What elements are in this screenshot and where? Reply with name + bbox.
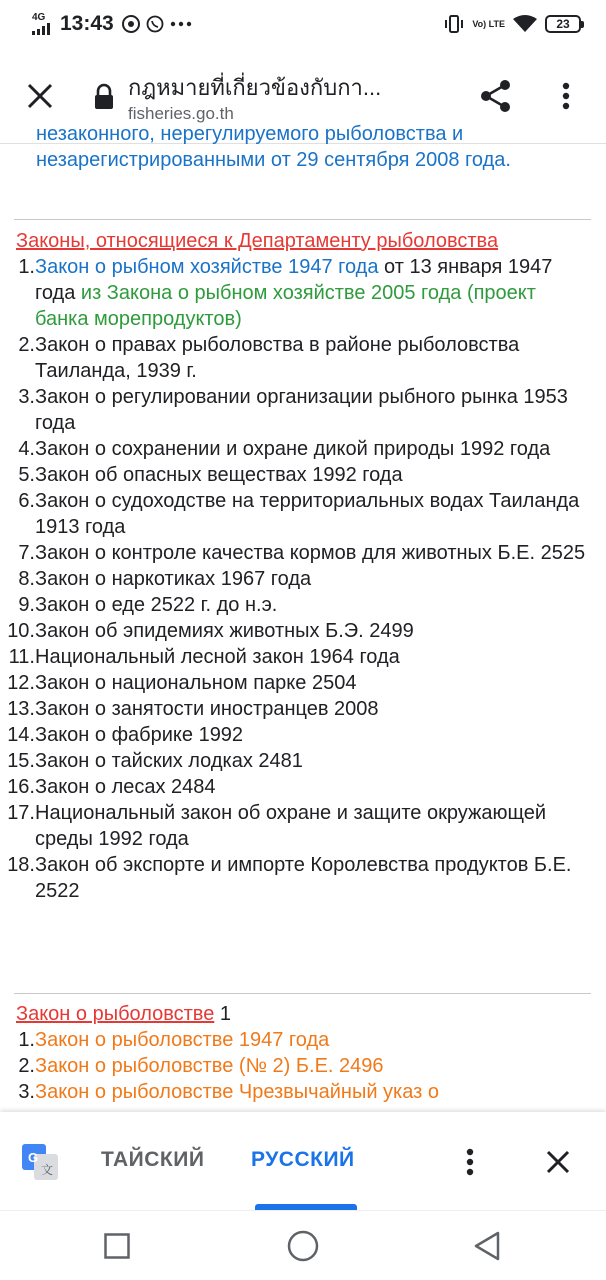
battery-level: 23 xyxy=(545,15,581,33)
list-number: 1. xyxy=(18,256,35,278)
close-icon xyxy=(546,1150,570,1174)
divider xyxy=(14,993,591,994)
list-number: 9. xyxy=(18,594,35,616)
svg-text:G: G xyxy=(28,1150,39,1165)
list-item xyxy=(0,852,600,904)
tab-source-language[interactable]: ТАЙСКИЙ xyxy=(101,1148,205,1171)
list-item xyxy=(0,722,600,748)
law-text: Национальный закон об охране и защите окружающей среды 1992 года xyxy=(35,802,547,850)
web-content[interactable] xyxy=(0,123,606,1111)
law-text: Закон о судоходстве на территориальных водах Таиланда 1913 года xyxy=(35,490,580,538)
law-text: Закон о лесах 2484 xyxy=(35,776,216,798)
list-number: 17. xyxy=(7,802,35,824)
list-number: 7. xyxy=(18,542,35,564)
law-text: Закон о национальном парке 2504 xyxy=(35,672,357,694)
list-number: 11. xyxy=(8,646,35,668)
back-button[interactable] xyxy=(470,1229,504,1263)
law-text: Закон о тайских лодках 2481 xyxy=(35,750,303,772)
list-item xyxy=(0,670,600,696)
circle-icon xyxy=(287,1230,319,1262)
close-translate-button[interactable] xyxy=(538,1142,578,1182)
list-item xyxy=(0,254,600,332)
law-text: Закон об эпидемиях животных Б.Э. 2499 xyxy=(35,620,414,642)
law-link[interactable]: Закон о рыболовстве (№ 2) Б.Е. 2496 xyxy=(35,1055,384,1077)
vibrate-icon xyxy=(444,14,464,34)
clock: 13:43 xyxy=(60,12,114,35)
list-number: 6. xyxy=(18,490,35,512)
law-text: Закон о регулировании организации рыбного рынка 1953 года xyxy=(35,386,568,434)
law-text: Закон о правах рыболовства в районе рыболовства Таиланда, 1939 г. xyxy=(35,334,520,382)
list-number: 1. xyxy=(18,1029,35,1051)
list-item xyxy=(0,644,600,670)
battery-icon xyxy=(545,15,584,33)
list-number: 15. xyxy=(7,750,35,772)
tab-target-language[interactable]: РУССКИЙ xyxy=(251,1148,355,1171)
list-number: 3. xyxy=(18,386,35,408)
list-item xyxy=(0,1053,600,1079)
law-link[interactable]: Закон о рыбном хозяйстве 1947 года xyxy=(35,256,379,278)
more-notifications-icon xyxy=(170,21,192,27)
list-number: 10. xyxy=(7,620,35,642)
law-amendment-link[interactable]: из Закона о рыбном хозяйстве 2005 года (проект банка морепродуктов) xyxy=(35,282,536,330)
list-number: 3. xyxy=(18,1081,35,1103)
list-item xyxy=(0,462,600,488)
law-list-fisheries xyxy=(0,1027,600,1105)
section-heading xyxy=(16,1001,231,1027)
signal-bars-icon xyxy=(32,23,54,35)
law-text: Закон о еде 2522 г. до н.э. xyxy=(35,594,278,616)
list-item xyxy=(0,696,600,722)
home-button[interactable] xyxy=(286,1229,320,1263)
wifi-icon xyxy=(513,15,537,33)
signal-indicator xyxy=(32,13,54,35)
intro-paragraph[interactable]: незаконного, нерегулируемого рыболовства и незарегистрированными от 29 сентября 2008 года. xyxy=(36,123,511,171)
list-item xyxy=(0,1027,600,1053)
list-number: 12. xyxy=(7,672,35,694)
section-heading xyxy=(16,228,498,254)
list-item xyxy=(0,800,600,852)
list-item xyxy=(0,436,600,462)
law-link[interactable]: Закон о рыболовстве 1947 года xyxy=(35,1029,330,1051)
list-number: 18. xyxy=(7,854,35,876)
list-number: 2. xyxy=(18,334,35,356)
page-title: กฎหมายที่เกี่ยวข้องกับกา... xyxy=(128,75,382,100)
list-item xyxy=(0,332,600,384)
list-number: 5. xyxy=(18,464,35,486)
share-icon xyxy=(479,79,513,113)
whatsapp-icon xyxy=(146,15,164,33)
law-text: Закон о контроле качества кормов для животных Б.Е. 2525 xyxy=(35,542,586,564)
law-list-department xyxy=(0,254,600,904)
law-text: Национальный лесной закон 1964 года xyxy=(35,646,400,668)
chrome-icon xyxy=(122,15,140,33)
svg-text:文: 文 xyxy=(41,1163,54,1177)
law-text: Закон о фабрике 1992 xyxy=(35,724,244,746)
list-item xyxy=(0,592,600,618)
list-number: 4. xyxy=(18,438,35,460)
volte-indicator: Vo) LTE xyxy=(472,18,505,29)
translate-menu-button[interactable] xyxy=(458,1142,482,1182)
page-url[interactable]: fisheries.go.th xyxy=(128,104,234,123)
overflow-menu-button[interactable] xyxy=(548,74,584,118)
list-item xyxy=(0,384,600,436)
close-tab-button[interactable] xyxy=(22,78,58,114)
law-date-text: от 13 января 1947 года xyxy=(35,256,553,304)
list-item xyxy=(0,566,600,592)
translate-bar xyxy=(0,1112,606,1210)
law-link[interactable]: Закон о рыболовстве Чрезвычайный указ о xyxy=(35,1081,439,1103)
more-vertical-icon xyxy=(562,82,570,110)
list-number: 16. xyxy=(7,776,35,798)
list-item xyxy=(0,1079,600,1105)
list-item xyxy=(0,488,600,540)
triangle-back-icon xyxy=(473,1231,501,1261)
list-number: 2. xyxy=(18,1055,35,1077)
list-item xyxy=(0,540,600,566)
list-number: 14. xyxy=(7,724,35,746)
list-item xyxy=(0,774,600,800)
law-text: Закон о наркотиках 1967 года xyxy=(35,568,312,590)
section-heading-link[interactable]: Законы, относящиеся к Департаменту рыболовства xyxy=(16,230,499,252)
list-number: 8. xyxy=(18,568,35,590)
law-text: Закон об опасных веществах 1992 года xyxy=(35,464,403,486)
recents-button[interactable] xyxy=(100,1229,134,1263)
section-heading-link[interactable]: Закон о рыболовстве xyxy=(16,1003,215,1025)
system-navigation-bar xyxy=(0,1210,606,1280)
list-item xyxy=(0,748,600,774)
law-text: Закон о сохранении и охране дикой природы 1992 года xyxy=(35,438,551,460)
google-translate-icon[interactable] xyxy=(20,1142,60,1182)
share-button[interactable] xyxy=(474,74,518,118)
close-icon xyxy=(27,83,53,109)
more-vertical-icon xyxy=(466,1148,474,1176)
list-item xyxy=(0,618,600,644)
status-bar xyxy=(0,0,606,48)
lock-icon[interactable] xyxy=(92,84,116,110)
divider xyxy=(14,219,591,220)
network-type: 4G xyxy=(32,12,46,23)
square-icon xyxy=(104,1233,130,1259)
list-number: 13. xyxy=(7,698,35,720)
law-text: Закон об экспорте и импорте Королевства продуктов Б.Е. 2522 xyxy=(35,854,572,902)
footnote-marker: 1 xyxy=(214,1003,232,1025)
law-text: Закон о занятости иностранцев 2008 xyxy=(35,698,379,720)
